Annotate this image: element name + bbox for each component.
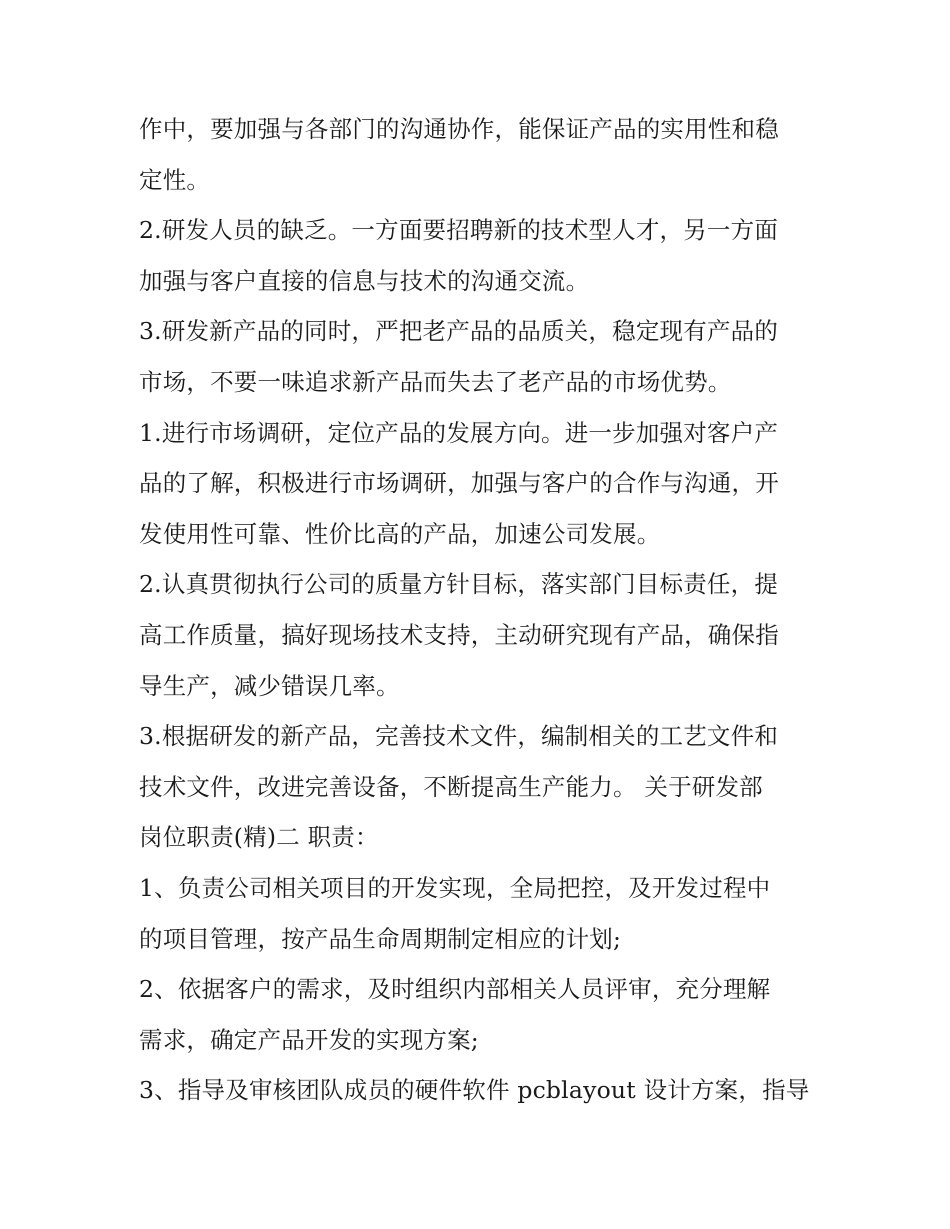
- text-line: 市场，不要一味追求新产品而失去了老产品的市场优势。: [139, 367, 732, 396]
- text-line: 导生产，减少错误几率。: [139, 671, 400, 700]
- text-line: 需求，确定产品开发的实现方案;: [139, 1025, 479, 1054]
- text-line: 品的了解，积极进行市场调研，加强与客户的合作与沟通，开: [139, 469, 779, 498]
- text-line: 3.根据研发的新产品，完善技术文件，编制相关的工艺文件和: [139, 722, 779, 751]
- text-line: 发使用性可靠、性价比高的产品，加速公司发展。: [139, 519, 661, 548]
- text-line: 3.研发新产品的同时，严把老产品的品质关，稳定现有产品的: [139, 317, 779, 346]
- text-line: 作中，要加强与各部门的沟通协作，能保证产品的实用性和稳: [139, 115, 779, 143]
- text-line: 2、依据客户的需求，及时组织内部相关人员评审，充分理解: [139, 975, 771, 1004]
- text-line: 加强与客户直接的信息与技术的沟通交流。: [139, 266, 590, 295]
- text-line: 定性。: [139, 165, 211, 194]
- text-line: 1、负责公司相关项目的开发实现，全局把控，及开发过程中: [139, 873, 771, 902]
- text-line: 的项目管理，按产品生命周期制定相应的计划;: [139, 924, 622, 953]
- text-line: 1.进行市场调研，定位产品的发展方向。进一步加强对客户产: [139, 418, 779, 447]
- document-body: [139, 104, 819, 1116]
- text-line: 2.研发人员的缺乏。一方面要招聘新的技术型人才，另一方面: [139, 216, 779, 245]
- text-line: 高工作质量，搞好现场技术支持，主动研究现有产品，确保指: [139, 620, 779, 649]
- text-line: 2.认真贯彻执行公司的质量方针目标，落实部门目标责任，提: [139, 570, 779, 599]
- text-line: 3、指导及审核团队成员的硬件软件 pcblayout 设计方案，指导: [139, 1076, 810, 1105]
- text-line: 技术文件，改进完善设备，不断提高生产能力。 关于研发部: [139, 772, 763, 801]
- text-line: 岗位职责(精)二 职责：: [139, 823, 379, 852]
